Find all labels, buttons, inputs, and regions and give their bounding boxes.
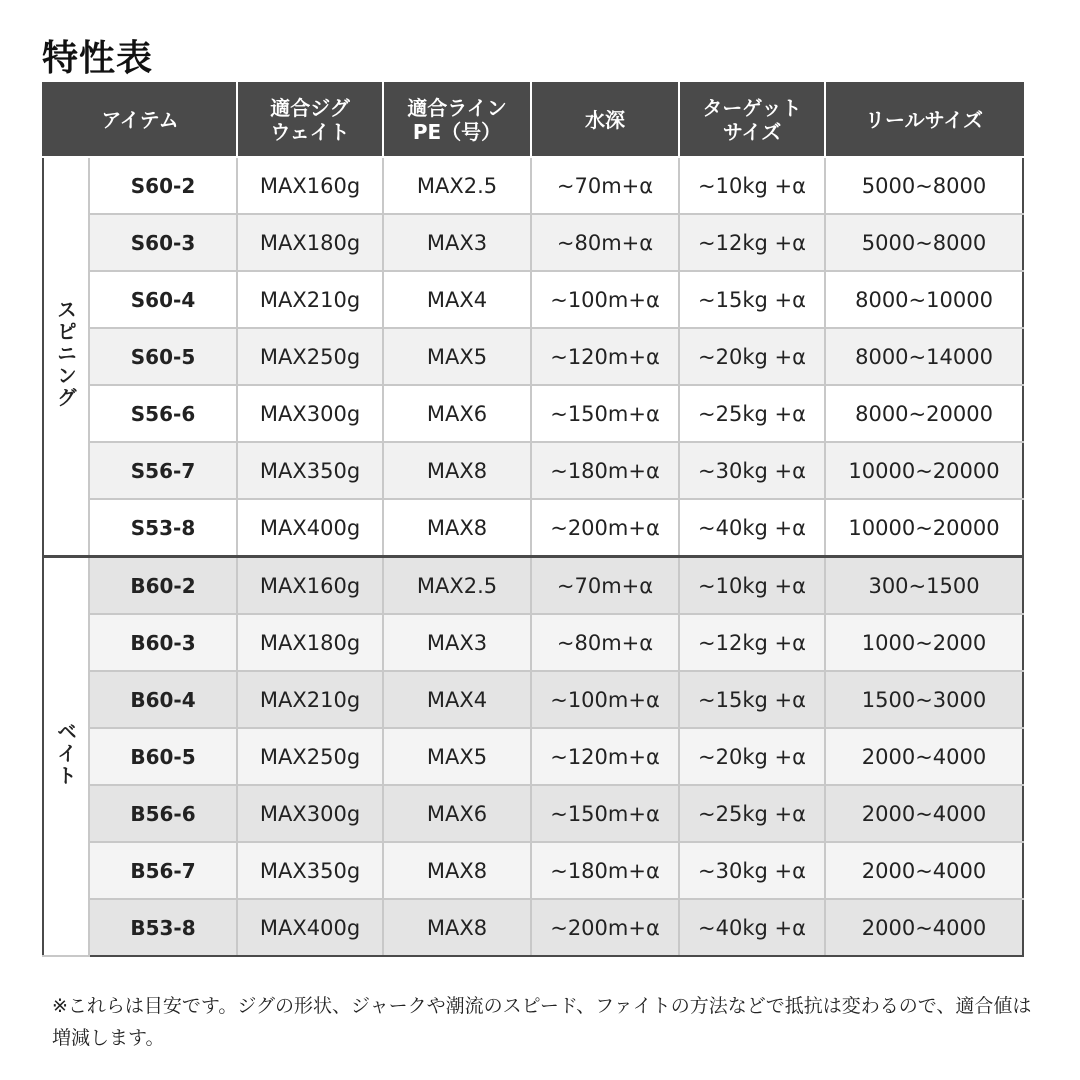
depth-cell: ~100m+α [531, 271, 679, 328]
jig-cell: MAX180g [237, 214, 383, 271]
footnote: ※これらは目安です。ジグの形状、ジャークや潮流のスピード、ファイトの方法などで抵抗は変わるので、適合値は増減します。 [52, 995, 1032, 1049]
reel-cell: 10000~20000 [825, 499, 1023, 557]
line-cell: MAX3 [383, 614, 531, 671]
depth-cell: ~100m+α [531, 671, 679, 728]
jig-cell: MAX210g [237, 271, 383, 328]
table-row [43, 442, 1023, 499]
header-target-line1: ターゲット [702, 96, 802, 120]
line-cell: MAX3 [383, 214, 531, 271]
jig-cell: MAX400g [237, 899, 383, 956]
target-cell: ~12kg +α [679, 214, 825, 271]
reel-cell: 300~1500 [825, 557, 1023, 615]
target-cell: ~40kg +α [679, 899, 825, 956]
model-cell: S56-6 [89, 385, 237, 442]
model-cell: B60-5 [89, 728, 237, 785]
table-row [43, 385, 1023, 442]
line-cell: MAX8 [383, 499, 531, 557]
jig-cell: MAX350g [237, 842, 383, 899]
target-cell: ~30kg +α [679, 442, 825, 499]
model-cell: B60-3 [89, 614, 237, 671]
target-cell: ~12kg +α [679, 614, 825, 671]
line-cell: MAX5 [383, 728, 531, 785]
reel-cell: 8000~14000 [825, 328, 1023, 385]
header-jig-weight [237, 83, 383, 157]
target-cell: ~15kg +α [679, 671, 825, 728]
jig-cell: MAX180g [237, 614, 383, 671]
group-label-bait: ベイト [43, 557, 89, 957]
model-cell: B53-8 [89, 899, 237, 956]
group-label-spinning: スピニング [43, 157, 89, 557]
depth-cell: ~70m+α [531, 157, 679, 214]
target-cell: ~10kg +α [679, 557, 825, 615]
target-cell: ~30kg +α [679, 842, 825, 899]
line-cell: MAX8 [383, 899, 531, 956]
table-row [43, 728, 1023, 785]
reel-cell: 1500~3000 [825, 671, 1023, 728]
target-cell: ~20kg +α [679, 328, 825, 385]
reel-cell: 5000~8000 [825, 214, 1023, 271]
depth-cell: ~70m+α [531, 557, 679, 615]
model-cell: B56-6 [89, 785, 237, 842]
line-cell: MAX2.5 [383, 157, 531, 214]
reel-cell: 8000~10000 [825, 271, 1023, 328]
model-cell: S60-2 [89, 157, 237, 214]
depth-cell: ~180m+α [531, 442, 679, 499]
table-row [43, 328, 1023, 385]
table-row [43, 271, 1023, 328]
model-cell: S60-4 [89, 271, 237, 328]
jig-cell: MAX250g [237, 328, 383, 385]
line-cell: MAX4 [383, 271, 531, 328]
depth-cell: ~200m+α [531, 499, 679, 557]
depth-cell: ~80m+α [531, 214, 679, 271]
jig-cell: MAX160g [237, 557, 383, 615]
target-cell: ~10kg +α [679, 157, 825, 214]
depth-cell: ~120m+α [531, 728, 679, 785]
model-cell: S56-7 [89, 442, 237, 499]
table-row [43, 614, 1023, 671]
reel-cell: 2000~4000 [825, 728, 1023, 785]
reel-cell: 1000~2000 [825, 614, 1023, 671]
table-row [43, 671, 1023, 728]
spinning-group [43, 157, 1023, 557]
reel-cell: 10000~20000 [825, 442, 1023, 499]
depth-cell: ~150m+α [531, 385, 679, 442]
header-target-line2: サイズ [722, 120, 782, 144]
model-cell: S60-3 [89, 214, 237, 271]
target-cell: ~15kg +α [679, 271, 825, 328]
header-reel: リールサイズ [825, 83, 1023, 157]
line-cell: MAX4 [383, 671, 531, 728]
model-cell: S60-5 [89, 328, 237, 385]
header-line-line1: 適合ライン [407, 96, 507, 120]
target-cell: ~25kg +α [679, 385, 825, 442]
header-jig-weight-line2: ウェイト [270, 120, 350, 144]
line-cell: MAX6 [383, 785, 531, 842]
model-cell: B56-7 [89, 842, 237, 899]
reel-cell: 5000~8000 [825, 157, 1023, 214]
table-row [43, 899, 1023, 956]
table-row [43, 557, 1023, 615]
table-row [43, 499, 1023, 557]
page-title: 特性表 [42, 38, 154, 79]
header-row [43, 83, 1023, 157]
header-depth: 水深 [531, 83, 679, 157]
depth-cell: ~120m+α [531, 328, 679, 385]
model-cell: B60-4 [89, 671, 237, 728]
reel-cell: 2000~4000 [825, 899, 1023, 956]
target-cell: ~25kg +α [679, 785, 825, 842]
reel-cell: 2000~4000 [825, 842, 1023, 899]
table-row [43, 214, 1023, 271]
line-cell: MAX8 [383, 842, 531, 899]
line-cell: MAX5 [383, 328, 531, 385]
bait-group [43, 557, 1023, 957]
jig-cell: MAX160g [237, 157, 383, 214]
model-cell: B60-2 [89, 557, 237, 615]
table-row [43, 157, 1023, 214]
line-cell: MAX6 [383, 385, 531, 442]
target-cell: ~40kg +α [679, 499, 825, 557]
depth-cell: ~200m+α [531, 899, 679, 956]
table-row [43, 785, 1023, 842]
reel-cell: 2000~4000 [825, 785, 1023, 842]
target-cell: ~20kg +α [679, 728, 825, 785]
table-row [43, 842, 1023, 899]
jig-cell: MAX300g [237, 385, 383, 442]
reel-cell: 8000~20000 [825, 385, 1023, 442]
line-cell: MAX2.5 [383, 557, 531, 615]
depth-cell: ~150m+α [531, 785, 679, 842]
header-line [383, 83, 531, 157]
spec-table [42, 82, 1024, 957]
jig-cell: MAX250g [237, 728, 383, 785]
jig-cell: MAX400g [237, 499, 383, 557]
model-cell: S53-8 [89, 499, 237, 557]
line-cell: MAX8 [383, 442, 531, 499]
header-target [679, 83, 825, 157]
jig-cell: MAX350g [237, 442, 383, 499]
header-line-line2: PE（号） [412, 120, 502, 144]
header-jig-weight-line1: 適合ジグ [270, 96, 350, 120]
depth-cell: ~80m+α [531, 614, 679, 671]
header-item: アイテム [43, 83, 237, 157]
depth-cell: ~180m+α [531, 842, 679, 899]
jig-cell: MAX300g [237, 785, 383, 842]
jig-cell: MAX210g [237, 671, 383, 728]
